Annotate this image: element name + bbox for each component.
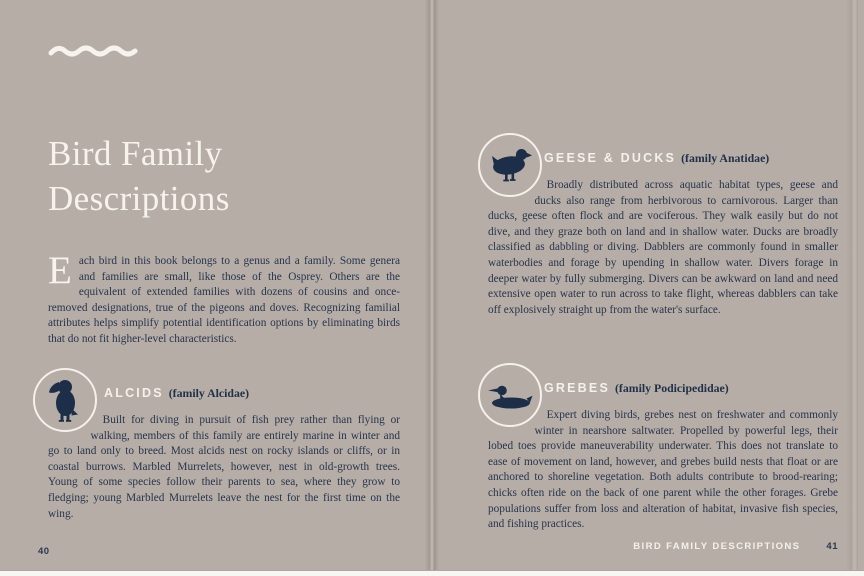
section-family: (family Podicipedidae)	[615, 381, 729, 395]
grebe-icon	[478, 363, 542, 427]
page-right-edge	[846, 0, 858, 570]
wavy-line-icon	[48, 42, 146, 60]
section-text: Broadly distributed across aquatic habitat types, geese and ducks also range from herbivorous to carnivorous. Larger than ducks, geese often flock and are vociferous. They walk easily but do not dive, and they graze both on land and in shallow water. Ducks are broadly classified as dabbling or diving. Dabblers are commonly found in smaller waterbodies and forage by upending in shallow water. Divers forage in deeper water by fully submerging. Divers can be awkward on land and need extensive open water to run across to take flight, whereas dabblers can take off explosively straight up from the water's surface.	[488, 179, 838, 316]
section-text: Built for diving in pursuit of fish prey rather than flying or walking, members of this family are entirely marine in winter and go to land only to breed. Most alcids nest on rocky islands or cliffs, or in coastal burrows. Marbled Murrelets, however, nest in old-growth trees. Young of some species follow their parents to sea, where they grow to fledging; young Marbled Murrelets leave the nest for the first time on the wing.	[48, 414, 400, 520]
page-number-left: 40	[38, 546, 50, 557]
page-bottom-edge	[0, 570, 864, 576]
section-name: GREBES	[544, 381, 610, 395]
section-heading	[544, 133, 838, 168]
section-text: Expert diving birds, grebes nest on freshwater and commonly winter in nearshore saltwater. Propelled by powerful legs, their lobed toes provide maneuverability underwater. This does not translate to ease of movement on land, however, and grebes build nests that float or are anchored to shoreline vegetation. Both adults contribute to brood-rearing; chicks often ride on the back of one parent while the other forages. Grebe populations suffer from loss and alteration of habitat, invasive fish species, and fishing practices.	[488, 409, 838, 531]
running-footer-label: BIRD FAMILY DESCRIPTIONS	[633, 541, 801, 552]
page-title-line1: Bird Family	[48, 134, 223, 173]
page-title-line2: Descriptions	[48, 179, 230, 218]
page-number-right: 41	[826, 541, 838, 552]
section-alcids	[48, 368, 400, 522]
section-family: (family Alcidae)	[168, 386, 250, 400]
duck-icon	[478, 133, 542, 197]
page-gutter	[425, 0, 439, 570]
drop-cap: E	[48, 249, 72, 292]
section-heading	[104, 368, 400, 403]
section-family: (family Anatidae)	[681, 151, 770, 165]
section-name: ALCIDS	[104, 386, 164, 400]
footer-right	[633, 541, 838, 552]
intro-text: ach bird in this book belongs to a genus and a family. Some genera and families are small, like those of the Osprey. Others are the equivalent of extended families with dozens of cousins and once-removed designations, true of the pigeons and doves. Recognizing familial attributes helps simplify potential identification options by eliminating birds that do not fit higher-level characteristics.	[48, 255, 400, 345]
section-geese-ducks	[488, 133, 838, 318]
footer-left	[38, 541, 50, 559]
section-name: GEESE & DUCKS	[544, 151, 677, 165]
auk-icon	[33, 368, 97, 432]
intro-paragraph	[48, 249, 400, 348]
section-grebes	[488, 363, 838, 533]
section-heading	[544, 363, 838, 398]
page-title	[48, 131, 230, 221]
